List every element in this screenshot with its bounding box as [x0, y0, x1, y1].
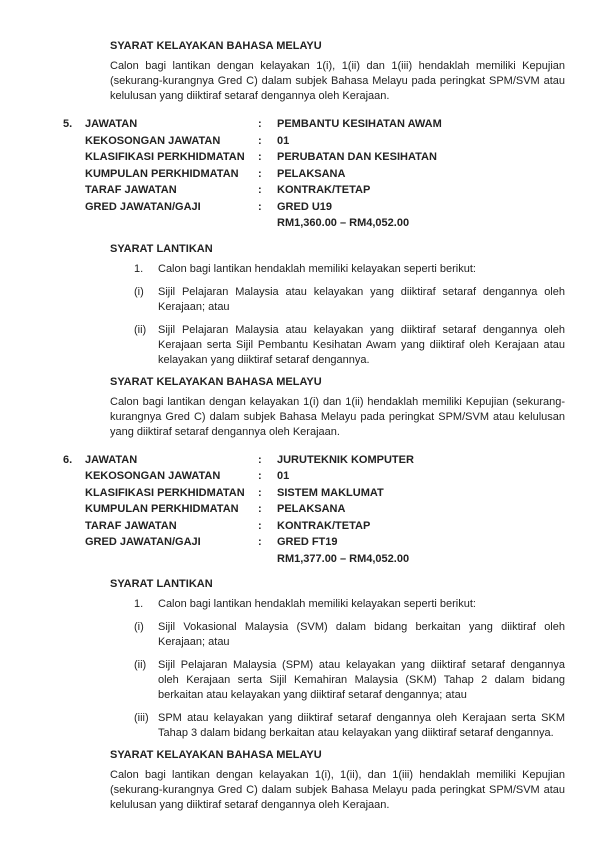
job-row — [63, 452, 565, 469]
list-text: Sijil Pelajaran Malaysia atau kelayakan yang diiktiraf setaraf dengannya oleh Kerajaan; atau — [158, 285, 565, 313]
job-row — [63, 501, 565, 518]
colon-separator: : — [258, 519, 262, 532]
list-item — [134, 711, 565, 741]
job-row-label: GRED JAWATAN/GAJI — [85, 536, 201, 548]
colon-separator: : — [258, 167, 262, 180]
paragraph-bahasa-melayu-3: Calon bagi lantikan dengan kelayakan 1(i), 1(ii), dan 1(iii) hendaklah memiliki Kepujian (sekurang-kurangnya Gred C) dalam subjek Bahasa Melayu pada peringkat SPM/SVM atau kelulusan yang diiktiraf setaraf dengannya oleh Kerajaan. — [110, 769, 565, 811]
list-item — [134, 285, 565, 315]
list-marker: (ii) — [134, 323, 147, 336]
column-spacer — [63, 149, 85, 166]
list-text: Sijil Pelajaran Malaysia (SPM) atau kelayakan yang diiktiraf setaraf dengannya oleh Kerajaan serta Sijil Kemahiran Malaysia (SKM) Tahap 2 dalam bidang berkaitan atau kelayakan yang diiktiraf setaraf dengannya; atau — [158, 659, 565, 701]
job-row-label: TARAF JAWATAN — [85, 184, 177, 196]
column-spacer — [63, 551, 85, 568]
job-row-value: PELAKSANA — [277, 167, 346, 180]
section-heading-bahasa-melayu-3: SYARAT KELAYAKAN BAHASA MELAYU — [110, 749, 322, 761]
job-row-label: KUMPULAN PERKHIDMATAN — [85, 167, 239, 180]
job-row-label: KEKOSONGAN JAWATAN — [85, 134, 221, 147]
job-row-label: KLASIFIKASI PERKHIDMATAN — [85, 151, 245, 163]
job-row — [63, 182, 565, 199]
job-row-label: KUMPULAN PERKHIDMATAN — [85, 503, 239, 515]
column-spacer — [85, 215, 258, 232]
column-spacer — [63, 166, 85, 183]
job-row-value: PELAKSANA — [277, 503, 346, 515]
job-row — [63, 116, 565, 133]
column-spacer — [258, 215, 277, 232]
job-row-label: TARAF JAWATAN — [85, 519, 177, 532]
column-spacer — [258, 551, 277, 568]
list-marker: (i) — [134, 285, 144, 298]
job-row — [63, 133, 565, 150]
list-marker: (iii) — [134, 712, 149, 724]
job-row — [63, 468, 565, 485]
list-marker: 1. — [134, 262, 144, 275]
job-row-value: KONTRAK/TETAP — [277, 184, 371, 196]
colon-separator: : — [258, 503, 262, 515]
column-spacer — [63, 182, 85, 199]
list-text: Calon bagi lantikan hendaklah memiliki kelayakan seperti berikut: — [158, 598, 476, 610]
list-item — [134, 658, 565, 703]
job-row-value: PERUBATAN DAN KESIHATAN — [277, 151, 437, 163]
list-text: Sijil Pelajaran Malaysia atau kelayakan yang diiktiraf setaraf dengannya oleh Kerajaan serta Sijil Pembantu Kesihatan Awam yang diiktiraf oleh Kerajaan atau kelayakan yang diiktiraf setaraf dengannya. — [158, 323, 565, 366]
job-section-6 — [63, 452, 565, 568]
paragraph-bahasa-melayu-1: Calon bagi lantikan dengan kelayakan 1(i), 1(ii) dan 1(iii) hendaklah memiliki Kepujian (sekurang-kurangnya Gred C) dalam subjek Bahasa Melayu pada peringkat SPM/SVM atau kelulusan yang diiktiraf setaraf dengannya oleh Kerajaan. — [110, 60, 565, 102]
section-heading-bahasa-melayu-2: SYARAT KELAYAKAN BAHASA MELAYU — [110, 375, 322, 388]
list-marker: (ii) — [134, 659, 147, 671]
job-row-label: KEKOSONGAN JAWATAN — [85, 470, 221, 482]
colon-separator: : — [258, 134, 262, 147]
list-item-intro — [134, 262, 565, 277]
colon-separator: : — [258, 536, 262, 548]
column-spacer — [63, 133, 85, 150]
job-item-number: 6. — [63, 453, 73, 466]
colon-separator: : — [258, 470, 262, 482]
list-item — [134, 323, 565, 368]
job-row — [63, 518, 565, 535]
list-text: Sijil Vokasional Malaysia (SVM) dalam bidang berkaitan yang diiktiraf oleh Kerajaan; atau — [158, 621, 565, 648]
job-row — [63, 199, 565, 216]
job-section-5 — [63, 116, 565, 232]
column-spacer — [63, 485, 85, 502]
job-row — [63, 485, 565, 502]
section-heading-syarat-lantikan-5: SYARAT LANTIKAN — [110, 242, 213, 255]
column-spacer — [63, 215, 85, 232]
colon-separator: : — [258, 486, 262, 499]
colon-separator: : — [258, 151, 262, 163]
list-text: SPM atau kelayakan yang diiktiraf setaraf dengannya oleh Kerajaan serta SKM Tahap 3 dalam bidang berkaitan atau kelayakan yang diiktiraf setaraf dengannya. — [158, 712, 565, 739]
colon-separator: : — [258, 184, 262, 196]
job-row-value: GRED FT19 — [277, 536, 338, 548]
list-marker: (i) — [134, 621, 144, 633]
job-row-value: 01 — [277, 134, 290, 147]
section-heading-bahasa-melayu-1: SYARAT KELAYAKAN BAHASA MELAYU — [110, 40, 322, 52]
section-heading-syarat-lantikan-6: SYARAT LANTIKAN — [110, 578, 213, 590]
column-spacer — [85, 551, 258, 568]
job-row-value: GRED U19 — [277, 200, 333, 213]
job-row-label: JAWATAN — [85, 118, 138, 130]
job-item-number: 5. — [63, 118, 73, 130]
paragraph-bahasa-melayu-2: Calon bagi lantikan dengan kelayakan 1(i) dan 1(ii) hendaklah memiliki Kepujian (sekurang-kurangnya Gred C) dalam subjek Bahasa Melayu pada peringkat SPM/SVM atau kelulusan yang diiktiraf setaraf dengannya oleh Kerajaan. — [110, 395, 565, 438]
job-row — [63, 166, 565, 183]
list-marker: 1. — [134, 598, 144, 610]
job-row-label: JAWATAN — [85, 453, 138, 466]
job-row — [63, 551, 565, 568]
job-row-label: KLASIFIKASI PERKHIDMATAN — [85, 486, 245, 499]
column-spacer — [63, 518, 85, 535]
colon-separator: : — [258, 200, 262, 213]
job-row — [63, 149, 565, 166]
job-salary-range: RM1,377.00 – RM4,052.00 — [277, 552, 410, 565]
job-row-value: PEMBANTU KESIHATAN AWAM — [277, 118, 442, 130]
list-item-intro — [134, 597, 565, 612]
job-row — [63, 534, 565, 551]
column-spacer — [63, 468, 85, 485]
list-text: Calon bagi lantikan hendaklah memiliki kelayakan seperti berikut: — [158, 262, 476, 275]
column-spacer — [63, 534, 85, 551]
job-row-value: 01 — [277, 470, 290, 482]
list-item — [134, 620, 565, 650]
column-spacer — [63, 501, 85, 518]
job-row-value: JURUTEKNIK KOMPUTER — [277, 453, 414, 466]
colon-separator: : — [258, 453, 262, 466]
colon-separator: : — [258, 118, 262, 130]
job-row-label: GRED JAWATAN/GAJI — [85, 200, 201, 213]
job-row-value: KONTRAK/TETAP — [277, 519, 371, 532]
job-row-value: SISTEM MAKLUMAT — [277, 486, 384, 499]
column-spacer — [63, 199, 85, 216]
job-salary-range: RM1,360.00 – RM4,052.00 — [277, 217, 410, 229]
job-row — [63, 215, 565, 232]
